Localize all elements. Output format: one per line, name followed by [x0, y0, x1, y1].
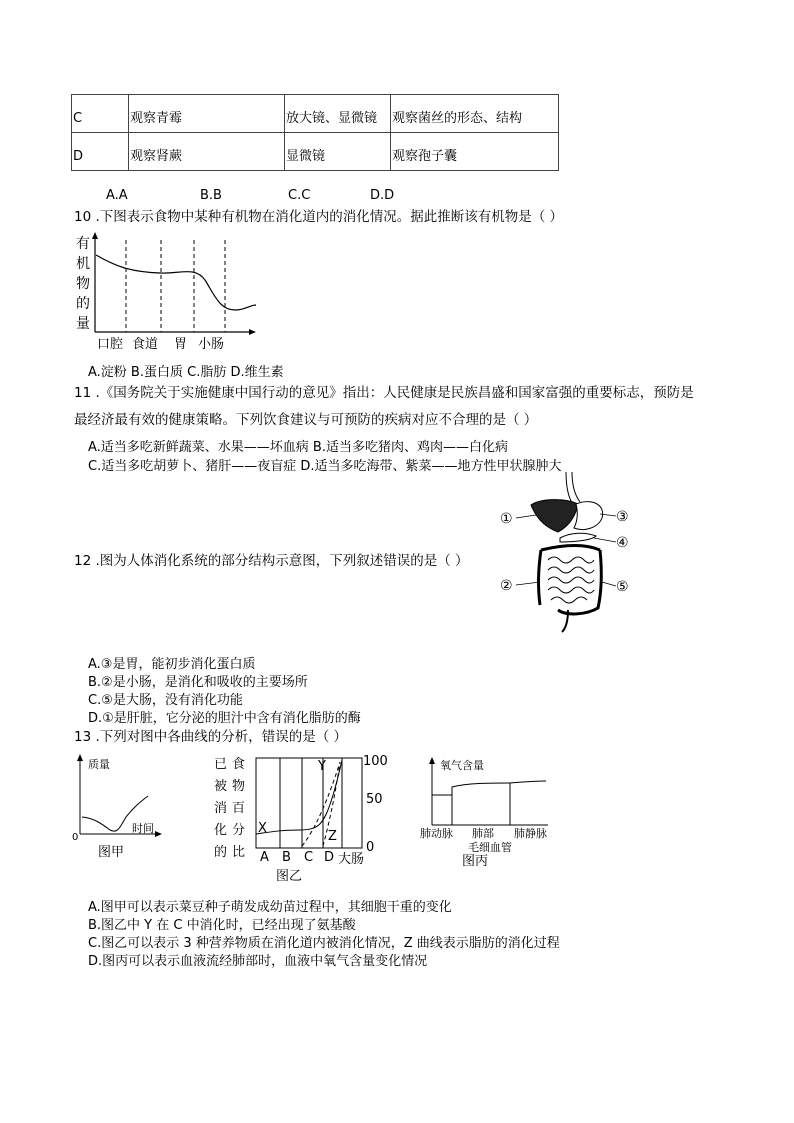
fig-b-label: 物 — [232, 779, 246, 794]
fig-b-x-d: D — [324, 850, 335, 865]
q13-stem: 13 .下列对图中各曲线的分析，错误的是（ ） — [74, 729, 348, 745]
q10-chart — [70, 230, 270, 355]
x-axis-arrow — [249, 329, 256, 335]
q12-stem: 12 .图为人体消化系统的部分结构示意图，下列叙述错误的是（ ） — [74, 553, 469, 569]
y-axis-arrow — [92, 232, 98, 239]
table-cell: D — [73, 149, 84, 164]
curve-x-label: X — [258, 821, 267, 836]
label-2: ② — [500, 578, 513, 594]
q10-xlabel-1: 口腔 — [97, 337, 124, 352]
fig-a-chart — [68, 752, 178, 862]
label-4: ④ — [616, 535, 629, 551]
fig-b-caption: 图乙 — [276, 869, 303, 884]
fig-a-xlabel: 时间 — [132, 822, 154, 835]
q9-option-b[interactable]: B.B — [200, 188, 222, 203]
fig-b-label: 消 — [214, 801, 228, 816]
q10-ylabel-4: 的 — [76, 296, 90, 312]
fig-c-x-lung: 肺部 — [472, 827, 494, 840]
q9-option-a[interactable]: A.A — [106, 188, 128, 203]
fig-a-caption: 图甲 — [98, 845, 125, 860]
fig-b-label: 化 — [214, 823, 228, 838]
label-5: ⑤ — [616, 579, 629, 595]
q12-option-c[interactable]: C.⑤是大肠，没有消化功能 — [88, 693, 243, 708]
fig-b-x-large-intestine: 大肠 — [338, 852, 365, 867]
q10-ylabel-3: 物 — [76, 276, 90, 292]
q9-option-c[interactable]: C.C — [288, 188, 311, 203]
fig-b-label: 比 — [232, 845, 246, 860]
q11-stem-1: 11 .《国务院关于实施健康中国行动的意见》指出：人民健康是民族昌盛和国家富强的重要标志，预防是 — [74, 385, 694, 401]
q13-option-d[interactable]: D.图丙可以表示血液流经肺部时，血液中氧气含量变化情况 — [88, 954, 428, 969]
q12-option-d[interactable]: D.①是肝脏，它分泌的胆汁中含有消化脂肪的酶 — [88, 711, 361, 726]
q10-xlabel-4: 小肠 — [198, 337, 225, 352]
q9-option-d[interactable]: D.D — [370, 188, 395, 203]
table-cell: 放大镜、显微镜 — [286, 111, 378, 126]
tick-0: 0 — [366, 840, 375, 855]
tick-100: 100 — [363, 754, 388, 769]
fig-a-ylabel: 质量 — [88, 758, 110, 771]
q12-option-b[interactable]: B.②是小肠，是消化和吸收的主要场所 — [88, 675, 308, 690]
fig-b-x-a: A — [260, 850, 269, 865]
curve-z-label: Z — [328, 829, 337, 844]
label-3: ③ — [616, 509, 629, 525]
fig-a-origin: 0 — [72, 832, 79, 843]
stomach — [574, 502, 603, 530]
table-cell: 观察肾蕨 — [130, 149, 183, 164]
fig-b-x-c: C — [304, 850, 314, 865]
liver — [531, 500, 578, 532]
fig-c-x-pulmonary-vein: 肺静脉 — [514, 827, 547, 840]
pancreas — [560, 533, 596, 542]
q13-option-b[interactable]: B.图乙中 Y 在 C 中消化时，已经出现了氨基酸 — [88, 918, 356, 933]
fig-c-ylabel: 氧气含量 — [440, 759, 484, 772]
q10-ylabel-2: 机 — [76, 256, 90, 272]
table-row — [72, 95, 559, 133]
table-row — [72, 133, 559, 171]
fig-b-label: 分 — [232, 823, 246, 838]
fig-b-label: 食 — [232, 757, 246, 772]
table-cell: 观察孢子囊 — [392, 149, 458, 164]
q10-ylabel-1: 有 — [76, 236, 90, 252]
fig-c-curve — [432, 781, 546, 795]
table-cell: 显微镜 — [286, 149, 326, 164]
label-1: ① — [500, 511, 513, 527]
q9-table — [71, 94, 559, 171]
fig-c-caption: 图丙 — [462, 854, 489, 869]
fig-c-x-capillary: 毛细血管 — [468, 841, 512, 854]
table-cell: C — [73, 111, 83, 126]
q10-xlabel-3: 胃 — [174, 337, 188, 352]
fig-c-chart — [418, 755, 558, 870]
q10-ylabel-5: 量 — [76, 316, 90, 332]
table-cell: 观察青霉 — [130, 111, 183, 126]
fig-b-label: 百 — [232, 801, 246, 816]
q10-curve — [96, 255, 256, 310]
small-intestine — [548, 557, 594, 603]
fig-b-label: 被 — [214, 779, 228, 794]
curve-y-label: Y — [318, 759, 326, 774]
q11-options-2[interactable]: C.适当多吃胡萝卜、猪肝——夜盲症 D.适当多吃海带、紫菜——地方性甲状腺肿大 — [88, 459, 562, 474]
q11-stem-2: 最经济最有效的健康策略。下列饮食建议与可预防的疾病对应不合理的是（ ） — [74, 412, 538, 428]
q10-options[interactable]: A.淀粉 B.蛋白质 C.脂肪 D.维生素 — [88, 365, 284, 380]
fig-b-label: 的 — [214, 845, 228, 860]
fig-b-chart — [210, 750, 390, 885]
table-cell: 观察菌丝的形态、结构 — [392, 111, 523, 126]
q12-option-a[interactable]: A.③是胃，能初步消化蛋白质 — [88, 657, 256, 672]
q11-options-1[interactable]: A.适当多吃新鲜蔬菜、水果——坏血病 B.适当多吃猪肉、鸡肉——白化病 — [88, 440, 508, 455]
fig-b-label: 已 — [214, 757, 228, 772]
q13-option-a[interactable]: A.图甲可以表示菜豆种子萌发成幼苗过程中，其细胞干重的变化 — [88, 900, 452, 915]
digestive-system-diagram — [496, 470, 636, 635]
tick-50: 50 — [366, 792, 383, 807]
q10-xlabel-2: 食道 — [132, 337, 159, 352]
fig-c-x-pulmonary-artery: 肺动脉 — [420, 827, 453, 840]
q10-stem: 10 .下图表示食物中某种有机物在消化道内的消化情况。据此推断该有机物是（ ） — [74, 209, 564, 225]
fig-b-x-b: B — [282, 850, 291, 865]
fig-b-frame — [256, 758, 362, 848]
q13-option-c[interactable]: C.图乙可以表示 3 种营养物质在消化道内被消化情况，Z 曲线表示脂肪的消化过程 — [88, 936, 560, 951]
